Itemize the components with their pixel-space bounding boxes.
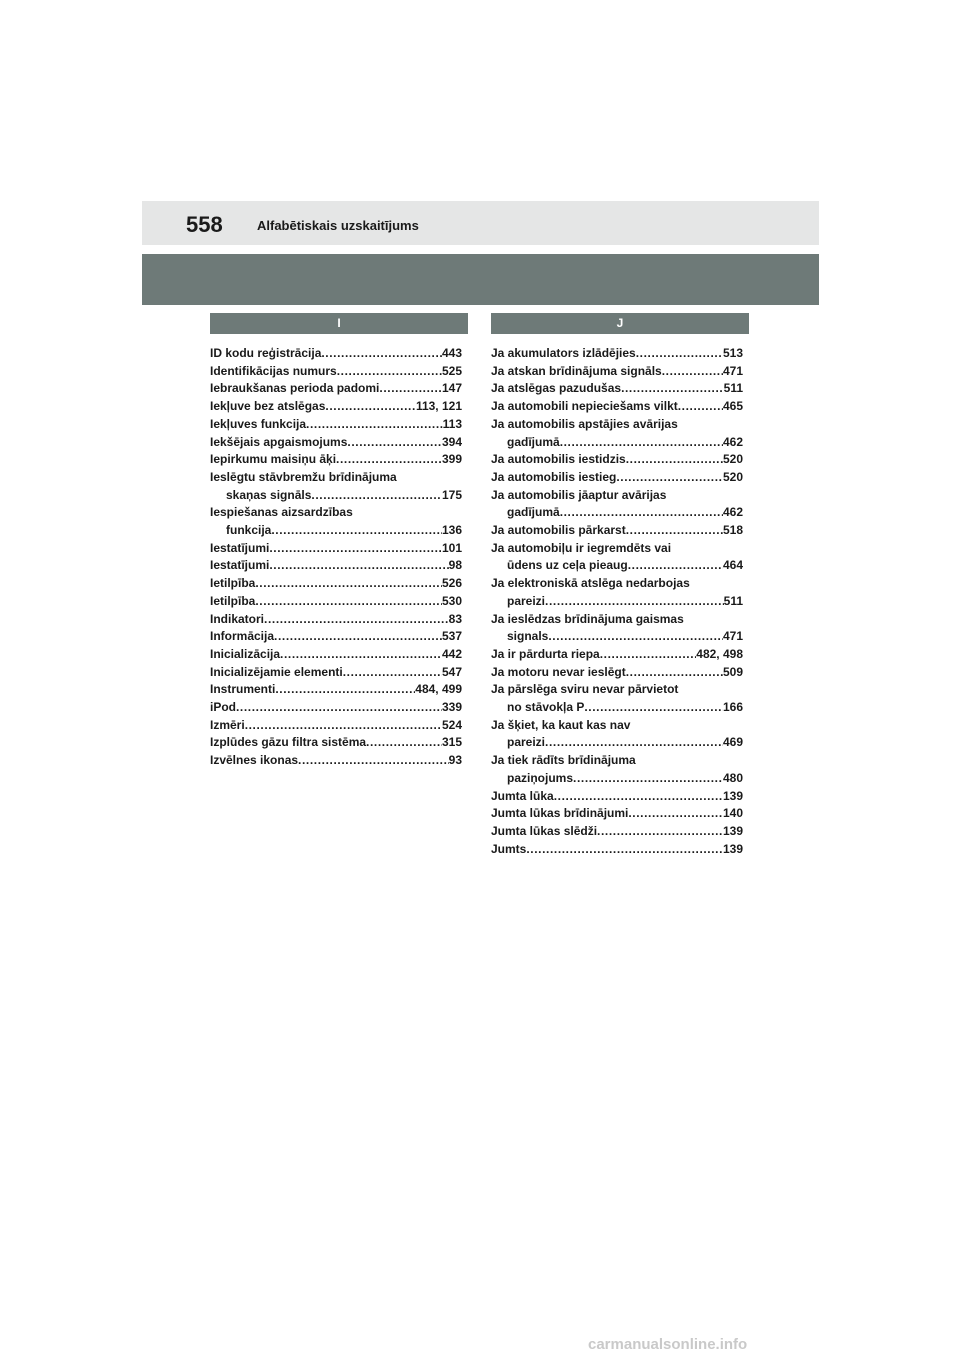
dot-leader bbox=[545, 593, 724, 611]
dot-leader bbox=[626, 522, 723, 540]
entry-title: Iestatījumi bbox=[210, 540, 270, 555]
entry-title: Izmēri bbox=[210, 717, 245, 732]
dot-leader bbox=[626, 451, 723, 469]
entry-page: 339 bbox=[441, 700, 462, 715]
index-entry-title bbox=[491, 717, 743, 735]
index-entry bbox=[491, 434, 743, 452]
entry-page: 93 bbox=[448, 753, 462, 768]
dot-leader bbox=[636, 345, 723, 363]
entry-title: Ja automobilis pārkarst bbox=[491, 523, 626, 538]
index-entry bbox=[210, 734, 462, 752]
entry-title: Ja ieslēdzas brīdinājuma gaismas bbox=[491, 611, 684, 626]
entry-title: iPod bbox=[210, 700, 236, 715]
entry-title: Iespiešanas aizsardzības bbox=[210, 505, 353, 520]
dot-leader bbox=[600, 646, 697, 664]
index-entry bbox=[491, 469, 743, 487]
index-entry bbox=[210, 380, 462, 398]
index-entry bbox=[210, 611, 462, 629]
section-title: Alfabētiskais uzskaitījums bbox=[257, 218, 419, 233]
entry-continuation: paziņojums bbox=[507, 770, 574, 785]
index-entry bbox=[491, 646, 743, 664]
dot-leader bbox=[306, 416, 443, 434]
index-entry bbox=[210, 557, 462, 575]
entry-page: 139 bbox=[722, 841, 743, 856]
entry-page: 524 bbox=[441, 717, 462, 732]
entry-title: Ja akumulators izlādējies bbox=[491, 346, 636, 360]
index-entry bbox=[491, 770, 743, 788]
entry-page: 136 bbox=[441, 523, 462, 538]
entry-page: 139 bbox=[722, 823, 743, 838]
entry-title: Ja tiek rādīts brīdinājuma bbox=[491, 753, 636, 768]
entry-title: Ietilpība bbox=[210, 576, 256, 591]
index-entry bbox=[491, 841, 743, 859]
index-entry bbox=[491, 805, 743, 823]
index-entry bbox=[491, 734, 743, 752]
index-entry bbox=[491, 398, 743, 416]
entry-continuation: signals bbox=[507, 629, 549, 644]
entry-title: Ja automobilis jāaptur avārijas bbox=[491, 487, 667, 502]
dot-leader bbox=[269, 540, 442, 558]
letter-header-j: J bbox=[491, 313, 749, 334]
index-entry bbox=[210, 416, 462, 434]
index-entry bbox=[210, 540, 462, 558]
entry-title: Iestatījumi bbox=[210, 558, 270, 573]
entry-title: Ieslēgtu stāvbremžu brīdinājuma bbox=[210, 469, 397, 484]
entry-title: Iekļuves funkcija bbox=[210, 416, 307, 431]
dot-leader bbox=[621, 380, 724, 398]
entry-continuation: pareizi bbox=[507, 593, 546, 608]
entry-title: Ja ir pārdurta riepa bbox=[491, 646, 600, 661]
dot-leader bbox=[545, 734, 723, 752]
index-entry-title bbox=[491, 575, 743, 593]
index-column-j bbox=[491, 345, 743, 858]
dot-leader bbox=[573, 770, 723, 788]
entry-continuation: gadījumā bbox=[507, 434, 560, 449]
dot-leader bbox=[560, 504, 723, 522]
entry-page: 315 bbox=[441, 735, 462, 750]
entry-title: Iebraukšanas perioda padomi bbox=[210, 381, 380, 396]
watermark: carmanualsonline.info bbox=[588, 1336, 748, 1353]
entry-title: Ja motoru nevar ieslēgt bbox=[491, 664, 626, 679]
entry-page: 525 bbox=[441, 363, 462, 378]
entry-page: 113, 121 bbox=[415, 399, 462, 414]
dot-leader bbox=[626, 664, 723, 682]
dot-leader bbox=[269, 557, 448, 575]
entry-page: 98 bbox=[448, 558, 462, 573]
entry-page: 442 bbox=[441, 646, 462, 661]
entry-title: Ja automobilis iestidzis bbox=[491, 452, 626, 467]
entry-page: 547 bbox=[441, 664, 462, 679]
index-entry bbox=[491, 823, 743, 841]
index-entry bbox=[210, 487, 462, 505]
entry-page: 140 bbox=[722, 806, 743, 821]
entry-page: 462 bbox=[722, 434, 743, 449]
entry-title: Jumts bbox=[491, 841, 527, 856]
dot-leader bbox=[311, 487, 442, 505]
index-entry bbox=[491, 345, 743, 363]
entry-title: Ja elektroniskā atslēga nedarbojas bbox=[491, 576, 690, 591]
index-entry bbox=[491, 628, 743, 646]
dot-leader bbox=[678, 398, 723, 416]
entry-continuation: funkcija bbox=[226, 523, 272, 538]
index-entry bbox=[491, 522, 743, 540]
entry-page: 482, 498 bbox=[696, 646, 743, 661]
entry-title: Ja atskan brīdinājuma signāls bbox=[491, 363, 662, 378]
index-entry bbox=[491, 380, 743, 398]
entry-title: Ja automobiļu ir iegremdēts vai bbox=[491, 540, 672, 555]
dot-leader bbox=[325, 398, 416, 416]
dot-leader bbox=[560, 434, 723, 452]
entry-continuation: pareizi bbox=[507, 735, 546, 750]
page-number: 558 bbox=[186, 212, 223, 237]
index-column-i bbox=[210, 345, 462, 770]
entry-title: Instrumenti bbox=[210, 682, 276, 697]
index-entry bbox=[491, 504, 743, 522]
index-entry bbox=[491, 593, 743, 611]
index-entry-title bbox=[210, 469, 462, 487]
entry-title: Identifikācijas numurs bbox=[210, 363, 337, 378]
dot-leader bbox=[347, 434, 442, 452]
index-entry bbox=[491, 788, 743, 806]
entry-page: 139 bbox=[722, 788, 743, 803]
dot-leader bbox=[554, 788, 723, 806]
index-entry bbox=[210, 451, 462, 469]
dot-leader bbox=[379, 380, 442, 398]
entry-title: Ja šķiet, ka kaut kas nav bbox=[491, 717, 631, 732]
dot-leader bbox=[662, 363, 723, 381]
index-entry bbox=[210, 664, 462, 682]
entry-page: 511 bbox=[723, 593, 743, 608]
entry-title: Ja automobili nepieciešams vilkt bbox=[491, 399, 678, 414]
dot-leader bbox=[336, 451, 442, 469]
dot-leader bbox=[264, 611, 449, 629]
entry-continuation: ūdens uz ceļa pieaug bbox=[507, 558, 628, 573]
entry-title: Jumta lūkas brīdinājumi bbox=[491, 806, 629, 821]
entry-page: 443 bbox=[441, 346, 462, 360]
entry-title: Iepirkumu maisiņu āķi bbox=[210, 452, 337, 467]
entry-page: 471 bbox=[722, 363, 743, 378]
dot-leader bbox=[245, 717, 442, 735]
entry-page: 518 bbox=[722, 523, 743, 538]
entry-title: Informācija bbox=[210, 629, 275, 644]
dot-leader bbox=[236, 699, 442, 717]
dot-leader bbox=[526, 841, 723, 859]
entry-page: 175 bbox=[441, 487, 462, 502]
entry-page: 511 bbox=[723, 381, 743, 396]
dot-leader bbox=[271, 522, 442, 540]
entry-page: 399 bbox=[441, 452, 462, 467]
entry-title: Ja automobilis iestieg bbox=[491, 469, 617, 484]
entry-title: Ietilpība bbox=[210, 593, 256, 608]
dot-leader bbox=[274, 628, 442, 646]
entry-page: 147 bbox=[441, 381, 462, 396]
entry-title: Ja atslēgas pazudušas bbox=[491, 381, 622, 396]
index-entry bbox=[210, 398, 462, 416]
dot-leader bbox=[366, 734, 442, 752]
entry-title: Iekļuve bez atslēgas bbox=[210, 399, 326, 414]
dot-leader bbox=[597, 823, 723, 841]
dot-leader bbox=[628, 805, 723, 823]
dot-leader bbox=[298, 752, 449, 770]
index-entry bbox=[210, 363, 462, 381]
index-entry bbox=[210, 575, 462, 593]
header-band bbox=[142, 201, 819, 245]
entry-page: 464 bbox=[722, 558, 743, 573]
index-entry bbox=[210, 646, 462, 664]
entry-page: 83 bbox=[448, 611, 462, 626]
entry-continuation: skaņas signāls bbox=[226, 487, 312, 502]
entry-page: 520 bbox=[722, 452, 743, 467]
dot-leader bbox=[337, 363, 442, 381]
index-entry-title bbox=[491, 752, 743, 770]
entry-page: 520 bbox=[722, 469, 743, 484]
entry-title: Iekšējais apgaismojums bbox=[210, 434, 348, 449]
index-entry bbox=[210, 434, 462, 452]
entry-page: 469 bbox=[722, 735, 743, 750]
index-entry-title bbox=[491, 416, 743, 434]
entry-page: 480 bbox=[722, 770, 743, 785]
dot-leader bbox=[628, 557, 723, 575]
index-entry bbox=[491, 699, 743, 717]
entry-page: 101 bbox=[441, 540, 462, 555]
index-entry-title bbox=[491, 611, 743, 629]
dot-leader bbox=[321, 345, 442, 363]
entry-title: Izplūdes gāzu filtra sistēma bbox=[210, 735, 367, 750]
entry-page: 530 bbox=[441, 593, 462, 608]
entry-page: 526 bbox=[441, 576, 462, 591]
entry-title: Ja pārslēga sviru nevar pārvietot bbox=[491, 682, 679, 697]
entry-page: 465 bbox=[722, 399, 743, 414]
dot-leader bbox=[616, 469, 723, 487]
index-entry bbox=[210, 717, 462, 735]
entry-title: Inicializācija bbox=[210, 646, 281, 661]
entry-page: 513 bbox=[722, 346, 743, 360]
dot-leader bbox=[584, 699, 723, 717]
entry-title: Inicializējamie elementi bbox=[210, 664, 343, 679]
index-entry bbox=[491, 664, 743, 682]
index-entry-title bbox=[210, 504, 462, 522]
dot-leader bbox=[280, 646, 442, 664]
entry-page: 537 bbox=[441, 629, 462, 644]
index-entry bbox=[210, 593, 462, 611]
index-entry-title bbox=[491, 681, 743, 699]
index-entry-title bbox=[491, 487, 743, 505]
index-entry bbox=[210, 522, 462, 540]
index-entry bbox=[210, 681, 462, 699]
index-entry bbox=[210, 345, 462, 363]
index-entry bbox=[491, 557, 743, 575]
entry-title: Indikatori bbox=[210, 611, 265, 626]
dot-leader bbox=[255, 575, 442, 593]
index-entry bbox=[210, 752, 462, 770]
entry-page: 509 bbox=[722, 664, 743, 679]
entry-title: Izvēlnes ikonas bbox=[210, 753, 299, 768]
entry-page: 471 bbox=[722, 629, 743, 644]
dot-leader bbox=[548, 628, 723, 646]
index-entry bbox=[210, 628, 462, 646]
entry-title: ID kodu reģistrācija bbox=[210, 346, 322, 360]
index-entry-title bbox=[491, 540, 743, 558]
entry-page: 166 bbox=[722, 700, 743, 715]
entry-continuation: gadījumā bbox=[507, 505, 560, 520]
entry-title: Ja automobilis apstājies avārijas bbox=[491, 416, 678, 431]
entry-page: 462 bbox=[722, 505, 743, 520]
index-entry bbox=[491, 451, 743, 469]
dot-leader bbox=[343, 664, 442, 682]
index-entry bbox=[491, 363, 743, 381]
dot-leader bbox=[255, 593, 442, 611]
index-entry bbox=[210, 699, 462, 717]
entry-continuation: no stāvokļa P bbox=[507, 700, 585, 715]
letter-header-i: I bbox=[210, 313, 468, 334]
entry-title: Jumta lūkas slēdži bbox=[491, 823, 598, 838]
title-bar bbox=[142, 254, 819, 305]
entry-page: 394 bbox=[441, 434, 462, 449]
entry-page: 113 bbox=[442, 416, 462, 431]
entry-title: Jumta lūka bbox=[491, 788, 554, 803]
entry-page: 484, 499 bbox=[415, 682, 462, 697]
dot-leader bbox=[275, 681, 415, 699]
